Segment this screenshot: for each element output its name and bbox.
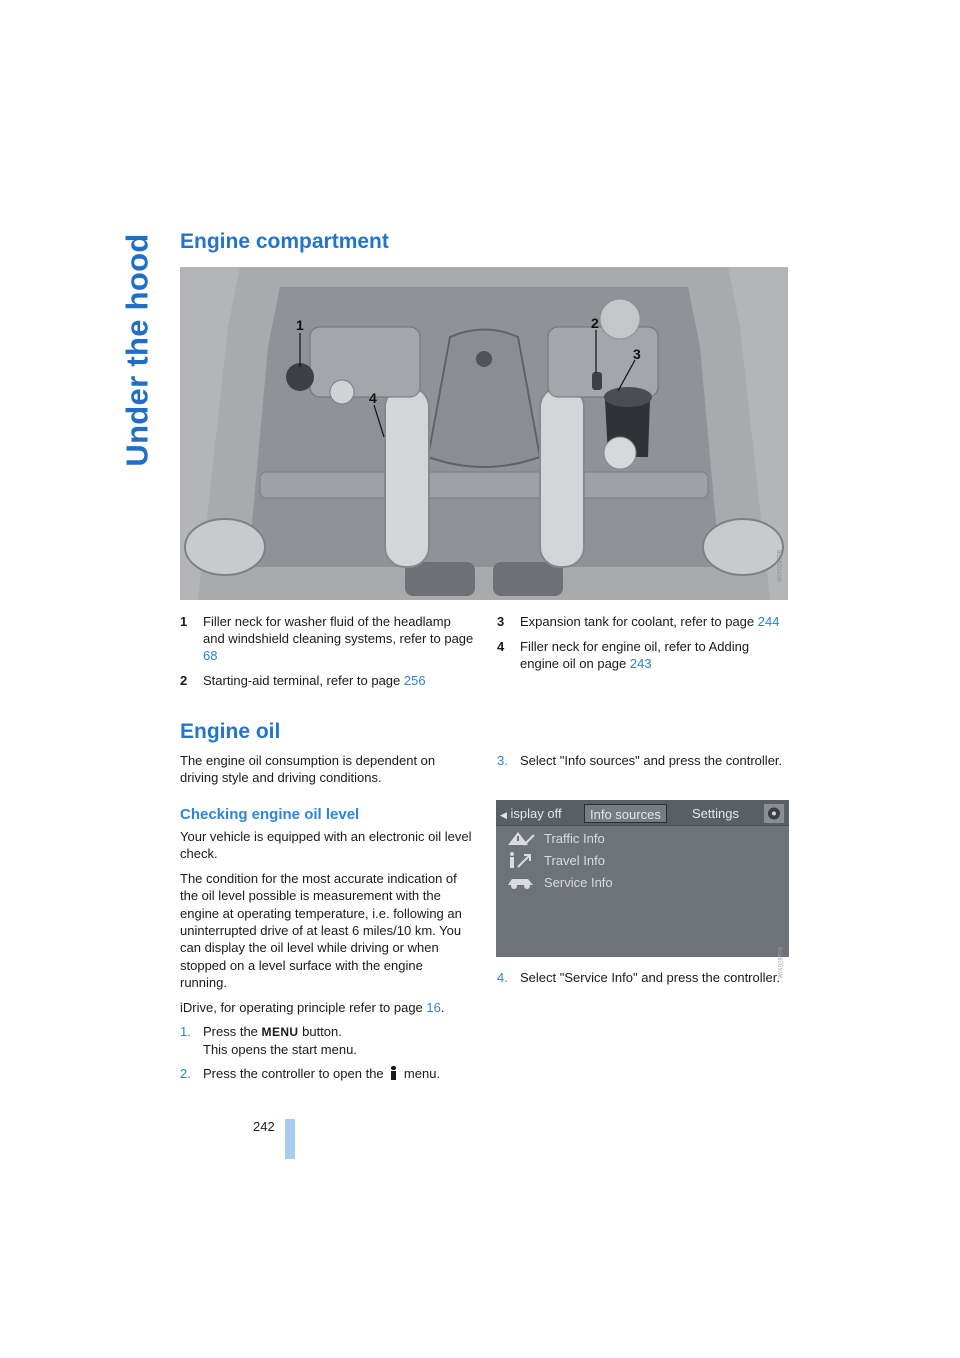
left-column: [180, 752, 472, 794]
step-1: 1. Press the MENU button. This opens the start menu.: [180, 1024, 357, 1058]
left-arrow-icon: ◀: [500, 810, 507, 820]
legend-text: Filler neck for washer fluid of the headlamp and windshield cleaning systems, refer to page: [203, 614, 474, 646]
page-link-244[interactable]: 244: [757, 614, 780, 629]
controller-icon: [764, 804, 784, 823]
screen-menu-bar: [496, 800, 789, 826]
menu-item-service-info[interactable]: Service Info: [506, 872, 613, 892]
section-heading-engine-oil: Engine oil: [180, 720, 281, 743]
side-title: [118, 230, 158, 470]
legend-text: Filler neck for engine oil, refer to Adding engine oil on page: [520, 639, 750, 671]
menu-key-label: MENU: [261, 1025, 299, 1040]
engine-compartment-photo: [180, 267, 788, 600]
right-column-lower: [497, 969, 789, 992]
legend-left: [180, 613, 475, 697]
menu-item-travel-info[interactable]: Travel Info: [506, 850, 605, 870]
callout-2: 2: [591, 315, 599, 331]
paragraph-idrive: iDrive, for operating principle refer to page 16.: [180, 999, 445, 1015]
legend-num: 1: [180, 614, 188, 629]
section-heading-engine-compartment: Engine compartment: [180, 230, 389, 253]
paragraph-electronic-check: Your vehicle is equipped with an electronic oil level check.: [180, 829, 472, 862]
tab-info-sources[interactable]: Info sources: [584, 804, 667, 823]
step-2: 2. Press the controller to open the menu.: [180, 1065, 441, 1081]
right-column: [497, 752, 789, 775]
page-link-243[interactable]: 243: [629, 656, 652, 671]
legend-item: [497, 613, 789, 630]
step-number: 3.: [497, 753, 508, 768]
legend-item: [180, 672, 475, 689]
step-number: 2.: [180, 1065, 191, 1081]
screen-code: W/X0287F9: [779, 947, 785, 979]
callout-3: 3: [633, 346, 641, 362]
intro-paragraph: The engine oil consumption is dependent on driving style and driving conditions.: [180, 753, 436, 786]
road-warning-icon: [506, 829, 536, 847]
legend-num: 4: [497, 639, 505, 654]
tab-settings[interactable]: Settings: [692, 806, 739, 821]
car-service-icon: [506, 873, 536, 891]
side-title-text: Under the hood: [120, 233, 156, 467]
page-link-68[interactable]: 68: [203, 648, 218, 663]
step-number: 1.: [180, 1024, 191, 1040]
travel-info-icon: [506, 851, 536, 869]
subheading-checking-oil: Checking engine oil level: [180, 806, 360, 823]
info-icon: [389, 1066, 398, 1080]
step-4: 4. Select "Service Info" and press the controller.: [497, 970, 780, 985]
left-column-body: [180, 828, 472, 1088]
paragraph-conditions: The condition for the most accurate indication of the oil level possible is measurement with the engine at operating temperature, i.e. following an uninterrupted drive of at least 6 miles/10 km. You can display the oil level while driving or when stopped on a level surface with the engine running.: [180, 870, 462, 991]
tab-display-off[interactable]: ◀ isplay off: [500, 806, 562, 821]
page-number: 242: [253, 1119, 275, 1134]
page-accent-bar: [285, 1119, 295, 1159]
page-link-256[interactable]: 256: [403, 673, 426, 688]
legend-text: Expansion tank for coolant, refer to page: [520, 614, 755, 629]
legend-text: Starting-aid terminal, refer to page: [203, 673, 401, 688]
callout-4: 4: [369, 390, 377, 406]
menu-item-traffic-info[interactable]: Traffic Info: [506, 828, 605, 848]
engine-illustration: [180, 267, 788, 600]
step-number: 4.: [497, 970, 508, 985]
page-link-16[interactable]: 16: [426, 999, 441, 1015]
legend-num: 3: [497, 614, 505, 629]
legend-item: [497, 638, 789, 672]
callout-1: 1: [296, 317, 304, 333]
legend-item: [180, 613, 475, 664]
legend-num: 2: [180, 673, 188, 688]
legend-right: [497, 613, 789, 680]
step-3: 3. Select "Info sources" and press the controller.: [497, 753, 783, 768]
photo-code: W/X0287F6: [778, 550, 784, 582]
